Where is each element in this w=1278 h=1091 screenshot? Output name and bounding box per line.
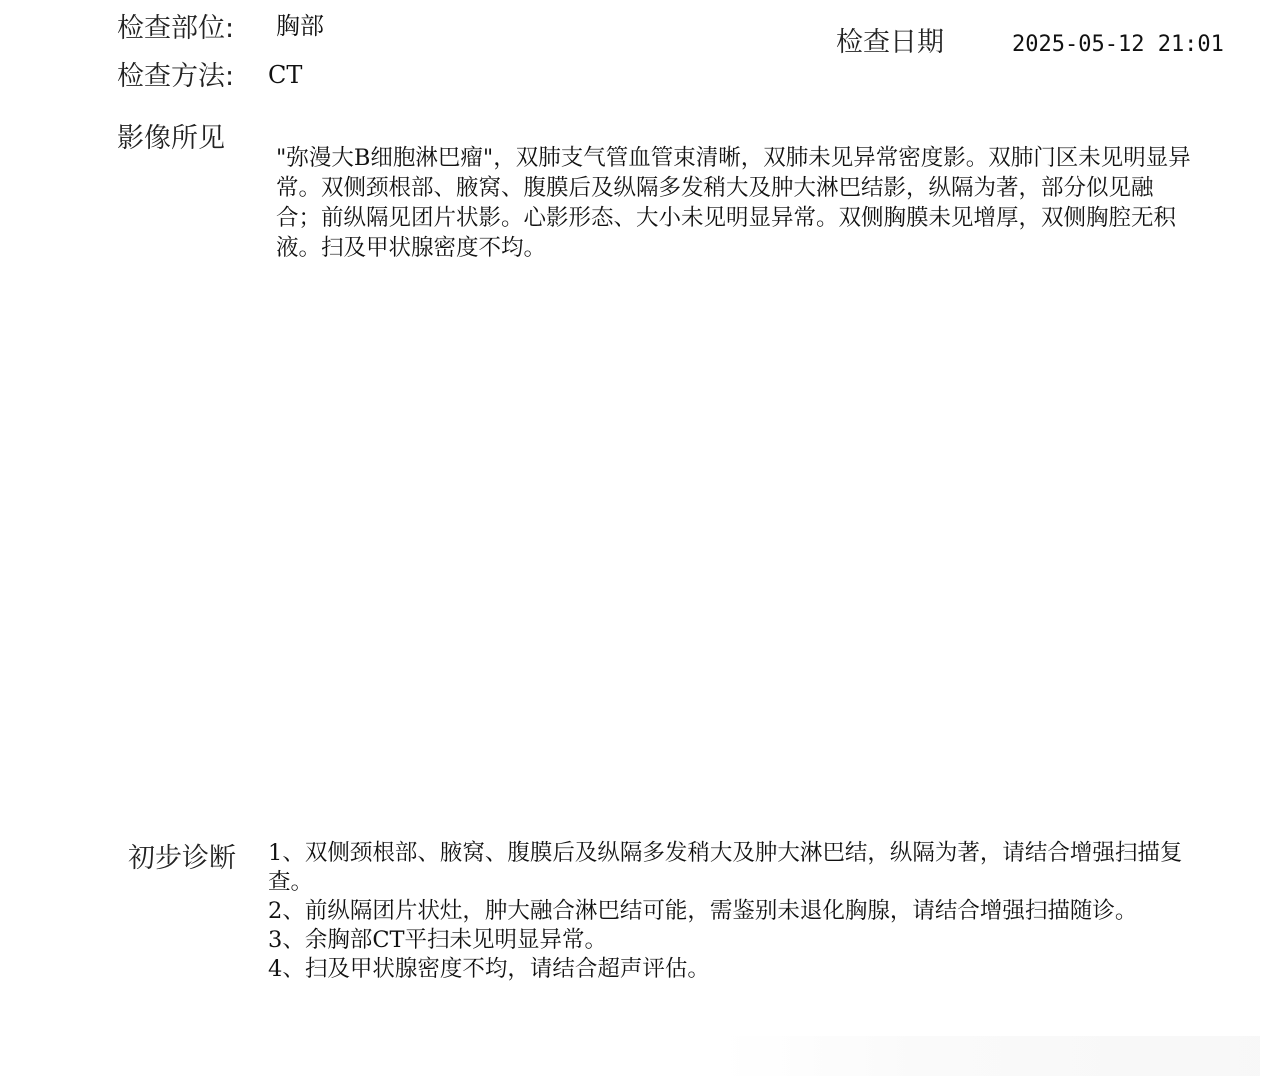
- exam-method-value: CT: [268, 61, 303, 89]
- exam-date-value: 2025-05-12 21:01: [1012, 32, 1224, 57]
- diagnosis-item: 4、扫及甲状腺密度不均，请结合超声评估。: [268, 956, 710, 982]
- bottom-shadow: [720, 1036, 1260, 1076]
- exam-method-label: 检查方法:: [117, 61, 235, 92]
- diagnosis-item: 3、余胸部CT平扫未见明显异常。: [268, 927, 608, 953]
- findings-label: 影像所见: [117, 123, 225, 154]
- diagnosis-item: 2、前纵隔团片状灶，肿大融合淋巴结可能，需鉴别未退化胸腺，请结合增强扫描随诊。: [268, 898, 1138, 924]
- diagnosis-label: 初步诊断: [128, 843, 236, 874]
- exam-site-value: 胸部: [276, 12, 324, 40]
- exam-date-label: 检查日期: [836, 27, 944, 58]
- diagnosis-item: 1、双侧颈根部、腋窝、腹膜后及纵隔多发稍大及肿大淋巴结，纵隔为著，请结合增强扫描复查。: [268, 840, 1183, 895]
- diagnosis-list: [268, 839, 1198, 984]
- findings-text: "弥漫大B细胞淋巴瘤"，双肺支气管血管束清晰，双肺未见异常密度影。双肺门区未见明显异常。双侧颈根部、腋窝、腹膜后及纵隔多发稍大及肿大淋巴结影，纵隔为著，部分似见融合；前纵隔见团片状影。心影形态、大小未见明显异常。双侧胸膜未见增厚，双侧胸腔无积液。扫及甲状腺密度不均。: [276, 145, 1191, 261]
- exam-site-label: 检查部位:: [117, 13, 235, 44]
